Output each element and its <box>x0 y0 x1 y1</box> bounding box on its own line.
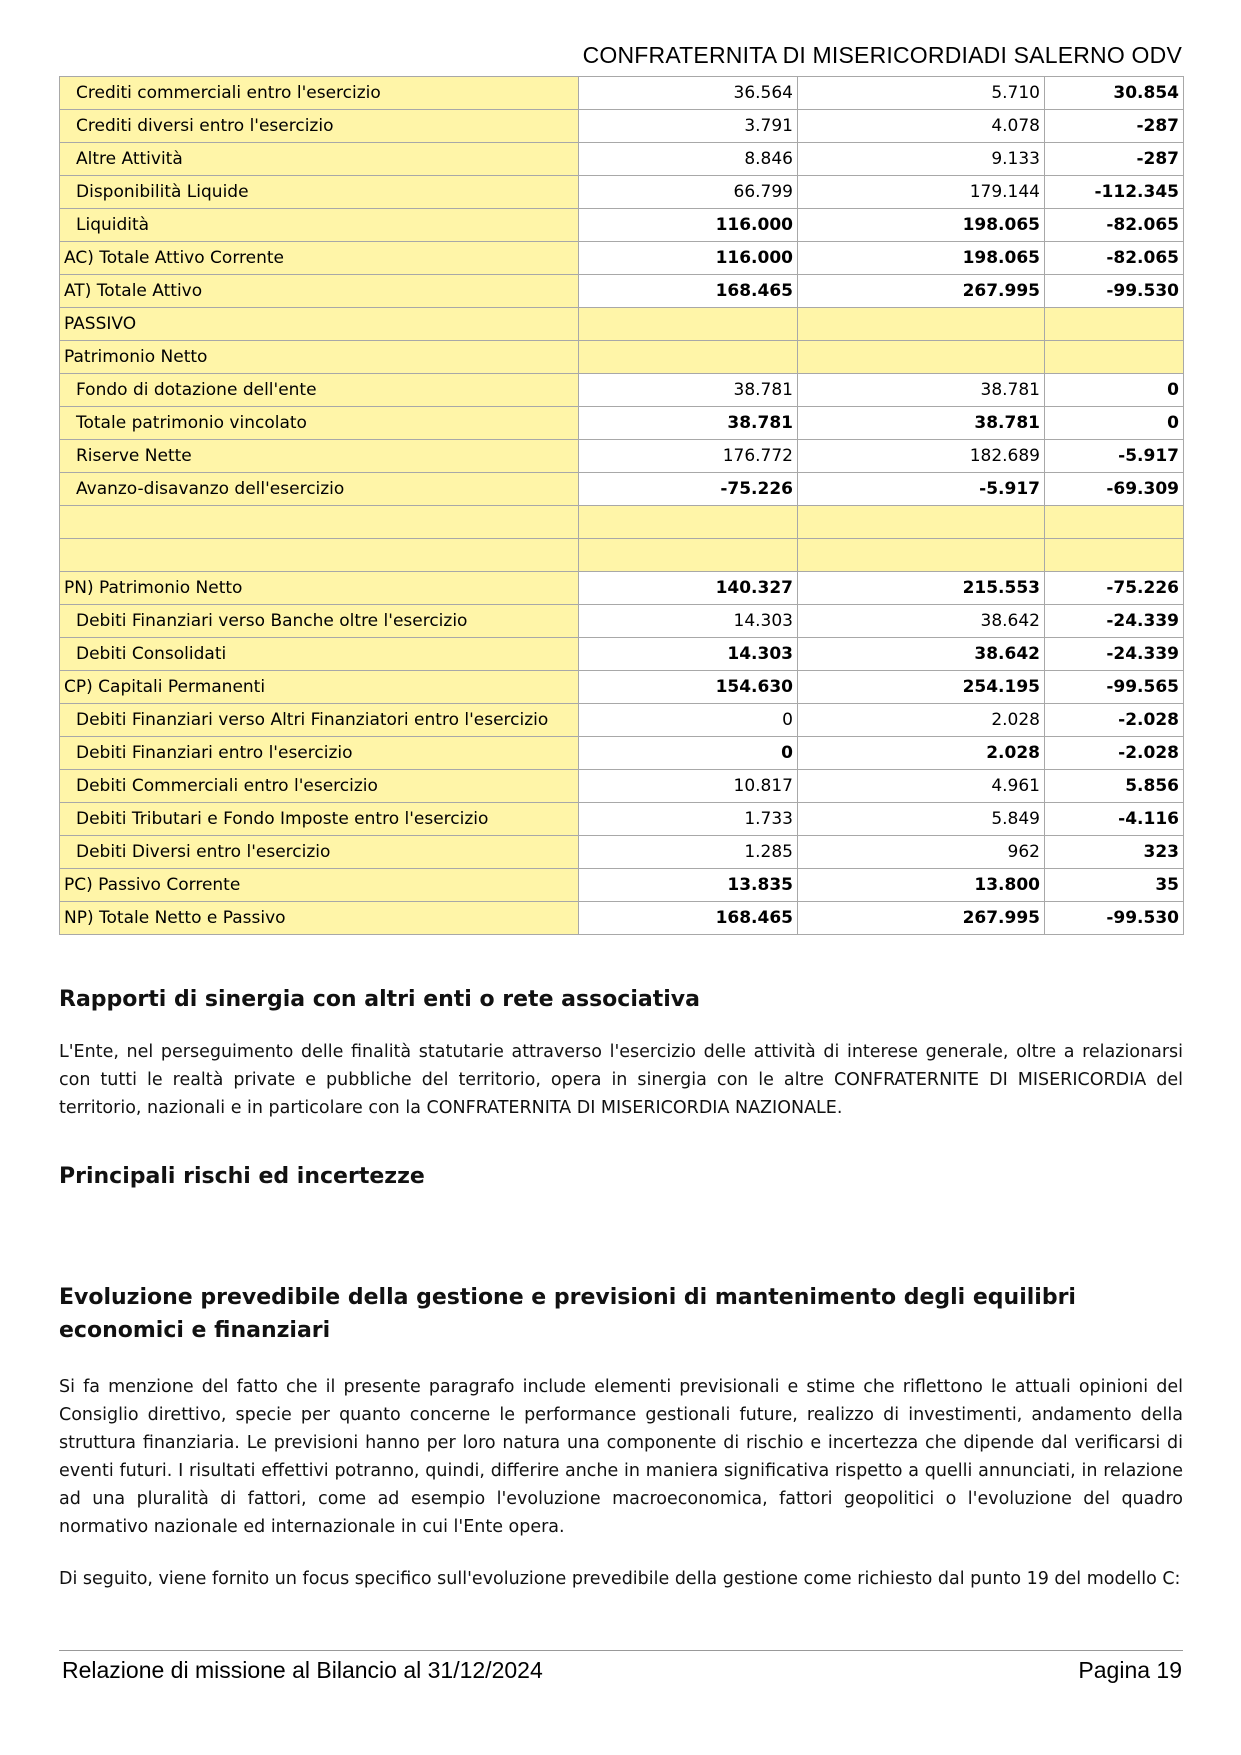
value-year-previous: 38.781 <box>798 374 1045 407</box>
value-year-current: 140.327 <box>579 572 798 605</box>
row-label: Debiti Finanziari entro l'esercizio <box>60 737 579 770</box>
value-difference: 323 <box>1045 836 1184 869</box>
value-year-previous: 962 <box>798 836 1045 869</box>
value-year-previous: 2.028 <box>798 737 1045 770</box>
row-label: NP) Totale Netto e Passivo <box>60 902 579 935</box>
value-year-current: 13.835 <box>579 869 798 902</box>
footer-document-title: Relazione di missione al Bilancio al 31/12/2024 <box>62 1657 543 1683</box>
value-year-previous <box>798 341 1045 374</box>
evolution-heading: Evoluzione prevedibile della gestione e previsioni di mantenimento degli equilibri economici e finanziari <box>59 1285 1076 1343</box>
balance-sheet-table <box>59 76 1184 935</box>
row-label: PC) Passivo Corrente <box>60 869 579 902</box>
value-difference: -2.028 <box>1045 737 1184 770</box>
value-difference: -99.530 <box>1045 275 1184 308</box>
value-difference: -82.065 <box>1045 242 1184 275</box>
value-year-current: 176.772 <box>579 440 798 473</box>
row-label: CP) Capitali Permanenti <box>60 671 579 704</box>
value-difference: -82.065 <box>1045 209 1184 242</box>
value-year-previous: 2.028 <box>798 704 1045 737</box>
value-difference: -99.530 <box>1045 902 1184 935</box>
table-row <box>60 77 1184 110</box>
value-difference <box>1045 539 1184 572</box>
value-year-previous: 267.995 <box>798 902 1045 935</box>
table-row <box>60 275 1184 308</box>
value-year-previous: 179.144 <box>798 176 1045 209</box>
table-row <box>60 110 1184 143</box>
row-label: AC) Totale Attivo Corrente <box>60 242 579 275</box>
table-row <box>60 242 1184 275</box>
value-year-current <box>579 341 798 374</box>
table-row <box>60 638 1184 671</box>
row-label: Totale patrimonio vincolato <box>60 407 579 440</box>
value-difference: 30.854 <box>1045 77 1184 110</box>
row-label: Crediti diversi entro l'esercizio <box>60 110 579 143</box>
row-label <box>60 539 579 572</box>
evolution-section <box>59 1281 1183 1593</box>
value-difference: -2.028 <box>1045 704 1184 737</box>
value-year-previous: 198.065 <box>798 209 1045 242</box>
table-row <box>60 176 1184 209</box>
value-year-previous: 182.689 <box>798 440 1045 473</box>
row-label <box>60 506 579 539</box>
table-row <box>60 374 1184 407</box>
table-row <box>60 869 1184 902</box>
row-label: Debiti Tributari e Fondo Imposte entro l'esercizio <box>60 803 579 836</box>
value-year-previous: 4.078 <box>798 110 1045 143</box>
evolution-paragraph-2: Di seguito, viene fornito un focus specifico sull'evoluzione prevedibile della gestione come richiesto dal punto 19 del modello C: <box>59 1569 1181 1589</box>
value-year-current: 38.781 <box>579 374 798 407</box>
value-year-current: 168.465 <box>579 275 798 308</box>
value-year-previous: 215.553 <box>798 572 1045 605</box>
evolution-paragraph-1: Si fa menzione del fatto che il presente paragrafo include elementi previsionali e stime che riflettono le attuali opinioni del Consiglio direttivo, specie per quanto concerne le performance gestionali future, realizzo di investimenti, andamento della struttura finanziaria. Le previsioni hanno per loro natura una componente di rischio e incertezza che dipende dal verificarsi di eventi futuri. I risultati effettivi potranno, quindi, differire anche in maniera significativa rispetto a quelli annunciati, in relazione ad una pluralità di fattori, come ad esempio l'evoluzione macroeconomica, fattori geopolitici o l'evoluzione del quadro normativo nazionale ed internazionale in cui l'Ente opera. <box>59 1377 1183 1537</box>
value-difference: -4.116 <box>1045 803 1184 836</box>
value-year-previous: 13.800 <box>798 869 1045 902</box>
row-label: PN) Patrimonio Netto <box>60 572 579 605</box>
table-row <box>60 440 1184 473</box>
value-year-current: 154.630 <box>579 671 798 704</box>
value-difference <box>1045 308 1184 341</box>
value-year-previous: 38.642 <box>798 605 1045 638</box>
synergy-heading: Rapporti di sinergia con altri enti o rete associativa <box>59 987 700 1012</box>
value-year-current: 116.000 <box>579 209 798 242</box>
value-difference <box>1045 506 1184 539</box>
value-difference: 35 <box>1045 869 1184 902</box>
risks-heading: Principali rischi ed incertezze <box>59 1164 425 1189</box>
row-label: Avanzo-disavanzo dell'esercizio <box>60 473 579 506</box>
row-label: Debiti Diversi entro l'esercizio <box>60 836 579 869</box>
value-year-current: 0 <box>579 737 798 770</box>
value-year-previous: 4.961 <box>798 770 1045 803</box>
value-year-previous: 198.065 <box>798 242 1045 275</box>
value-year-previous <box>798 506 1045 539</box>
row-label: Debiti Commerciali entro l'esercizio <box>60 770 579 803</box>
value-year-current: 116.000 <box>579 242 798 275</box>
value-year-current: 8.846 <box>579 143 798 176</box>
value-year-current: 1.285 <box>579 836 798 869</box>
value-difference: -112.345 <box>1045 176 1184 209</box>
value-year-current <box>579 506 798 539</box>
row-label: Liquidità <box>60 209 579 242</box>
value-year-current: -75.226 <box>579 473 798 506</box>
row-label: Patrimonio Netto <box>60 341 579 374</box>
value-difference: 5.856 <box>1045 770 1184 803</box>
row-label: Disponibilità Liquide <box>60 176 579 209</box>
table-row <box>60 308 1184 341</box>
value-difference: -5.917 <box>1045 440 1184 473</box>
value-difference: -75.226 <box>1045 572 1184 605</box>
value-year-current: 14.303 <box>579 605 798 638</box>
value-year-current: 38.781 <box>579 407 798 440</box>
value-difference: -69.309 <box>1045 473 1184 506</box>
table-row <box>60 473 1184 506</box>
table-row <box>60 143 1184 176</box>
footer-page-number: Pagina 19 <box>1078 1657 1182 1683</box>
value-year-current: 10.817 <box>579 770 798 803</box>
table-row <box>60 704 1184 737</box>
value-year-current: 0 <box>579 704 798 737</box>
table-row <box>60 770 1184 803</box>
value-year-current: 3.791 <box>579 110 798 143</box>
row-label: AT) Totale Attivo <box>60 275 579 308</box>
value-difference: -287 <box>1045 110 1184 143</box>
row-label: Altre Attività <box>60 143 579 176</box>
value-difference: 0 <box>1045 407 1184 440</box>
value-difference: -287 <box>1045 143 1184 176</box>
table-row <box>60 539 1184 572</box>
page-header-title: CONFRATERNITA DI MISERICORDIADI SALERNO ODV <box>582 42 1182 68</box>
table-row <box>60 671 1184 704</box>
table-row <box>60 737 1184 770</box>
row-label: Debiti Finanziari verso Altri Finanziatori entro l'esercizio <box>60 704 579 737</box>
value-year-previous: 5.849 <box>798 803 1045 836</box>
synergy-paragraph: L'Ente, nel perseguimento delle finalità statutarie attraverso l'esercizio delle attività di interese generale, oltre a relazionarsi con tutti le realtà private e pubbliche del territorio, opera in sinergia con le altre CONFRATERNITE DI MISERICORDIA del territorio, nazionali e in particolare con la CONFRATERNITA DI MISERICORDIA NAZIONALE. <box>59 1042 1183 1118</box>
value-year-current: 36.564 <box>579 77 798 110</box>
value-difference <box>1045 341 1184 374</box>
value-year-previous: 38.642 <box>798 638 1045 671</box>
table-row <box>60 209 1184 242</box>
table-row <box>60 836 1184 869</box>
value-year-previous: 5.710 <box>798 77 1045 110</box>
value-year-current <box>579 539 798 572</box>
value-year-previous <box>798 539 1045 572</box>
value-year-previous: 9.133 <box>798 143 1045 176</box>
row-label: Debiti Finanziari verso Banche oltre l'esercizio <box>60 605 579 638</box>
row-label: Fondo di dotazione dell'ente <box>60 374 579 407</box>
table-row <box>60 506 1184 539</box>
row-label: Riserve Nette <box>60 440 579 473</box>
value-difference: -24.339 <box>1045 638 1184 671</box>
value-year-current: 66.799 <box>579 176 798 209</box>
table-row <box>60 572 1184 605</box>
value-difference: -24.339 <box>1045 605 1184 638</box>
risks-section <box>59 1160 1183 1193</box>
value-difference: -99.565 <box>1045 671 1184 704</box>
value-year-previous: 254.195 <box>798 671 1045 704</box>
table-row <box>60 605 1184 638</box>
table-row <box>60 902 1184 935</box>
synergy-section <box>59 983 1183 1122</box>
table-row <box>60 341 1184 374</box>
value-year-previous: -5.917 <box>798 473 1045 506</box>
row-label: PASSIVO <box>60 308 579 341</box>
value-year-previous: 267.995 <box>798 275 1045 308</box>
value-difference: 0 <box>1045 374 1184 407</box>
footer-divider <box>59 1650 1183 1651</box>
value-year-previous: 38.781 <box>798 407 1045 440</box>
table-row <box>60 407 1184 440</box>
value-year-current <box>579 308 798 341</box>
table-row <box>60 803 1184 836</box>
value-year-previous <box>798 308 1045 341</box>
value-year-current: 1.733 <box>579 803 798 836</box>
value-year-current: 14.303 <box>579 638 798 671</box>
row-label: Debiti Consolidati <box>60 638 579 671</box>
value-year-current: 168.465 <box>579 902 798 935</box>
row-label: Crediti commerciali entro l'esercizio <box>60 77 579 110</box>
